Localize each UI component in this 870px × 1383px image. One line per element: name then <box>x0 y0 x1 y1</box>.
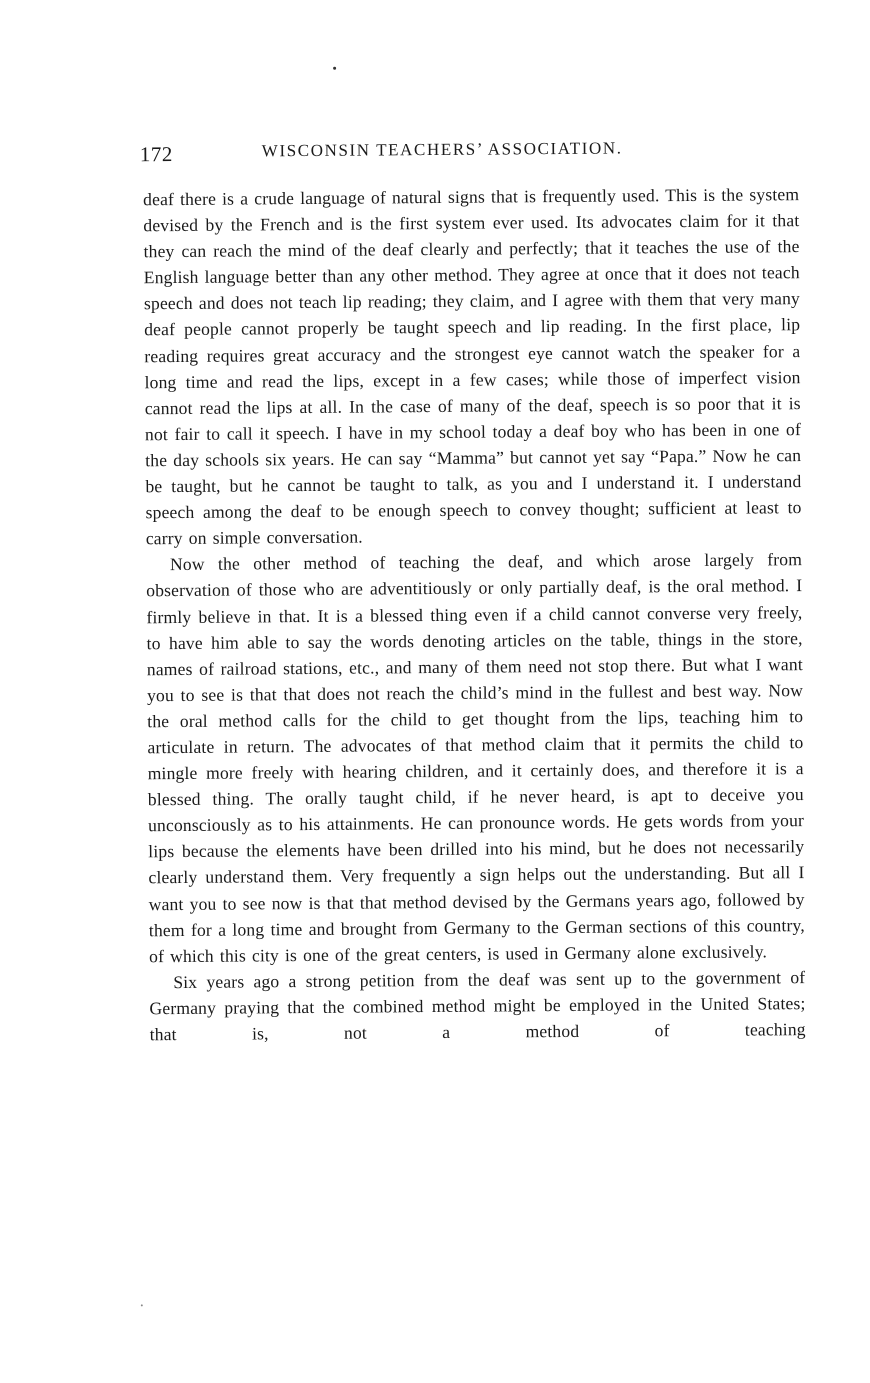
paragraph-3: Six years ago a strong petition from the deaf was sent up to the government of Germany praying that the combined method might be employed in the United States; that is, not a method of teaching <box>149 966 806 1045</box>
print-speck <box>141 1304 143 1306</box>
paragraph-1: deaf there is a crude language of natural signs that is frequently used. This is the system devised by the French and is the first system ever used. Its advocates claim for it that they can reach the mind of the deaf clearly and perfectly; that it teaches the use of the English language better than any other method. They agree at once that it does not teach speech and does not teach lip reading; they claim, and I agree with them that very many deaf people cannot properly be taught speech and lip reading. In the first place, lip reading requires great accuracy and the strongest eye cannot watch the speaker for a long time and read the lips, except in a few cases; while those of imperfect vision cannot read the lips at all. In the case of many of the deaf, speech is so poor that it is not fair to call it speech. I have in my school today a deaf boy who has been in one of the day schools six years. He can say “Mamma” but cannot yet say “Papa.” Now he can be taught, but he cannot be taught to talk, as you and I understand it. I understand speech among the deaf to be enough speech to convey thought; sufficient at least to carry on simple conversation. <box>143 184 802 549</box>
page-number: 172 <box>139 142 173 167</box>
page-header <box>140 138 680 172</box>
running-head: WISCONSIN TEACHERS’ ASSOCIATION. <box>261 138 623 161</box>
print-speck <box>333 67 336 70</box>
paragraph-2: Now the other method of teaching the deaf, and which arose largely from observation of those who are adventitiously or only partially deaf, is the oral method. I firmly believe in that. It is a blessed thing even if a child cannot converse very freely, to have him able to say the words denoting articles on the table, things in the store, names of railroad stations, etc., and many of them need not stop there. But what I want you to see is that that does not reach the child’s mind in the fullest and best way. Now the oral method calls for the child to get thought from the lips, teaching him to articulate in return. The advocates of that method claim that it permits the child to mingle more freely with hearing children, and it certainly does, and therefore it is a blessed thing. The orally taught child, if he never heard, is apt to deceive you unconsciously as to his attainments. He can pronounce words. He gets words from your lips because the elements have been drilled into his mind, but he does not necessarily clearly understand them. Very frequently a sign helps out the understanding. But all I want you to see now is that that method devised by the Germans years ago, followed by them for a long time and brought from Germany to the German sections of this country, of which this city is one of the great centers, is used in Germany alone exclusively. <box>146 549 805 966</box>
body-text <box>143 181 806 1047</box>
